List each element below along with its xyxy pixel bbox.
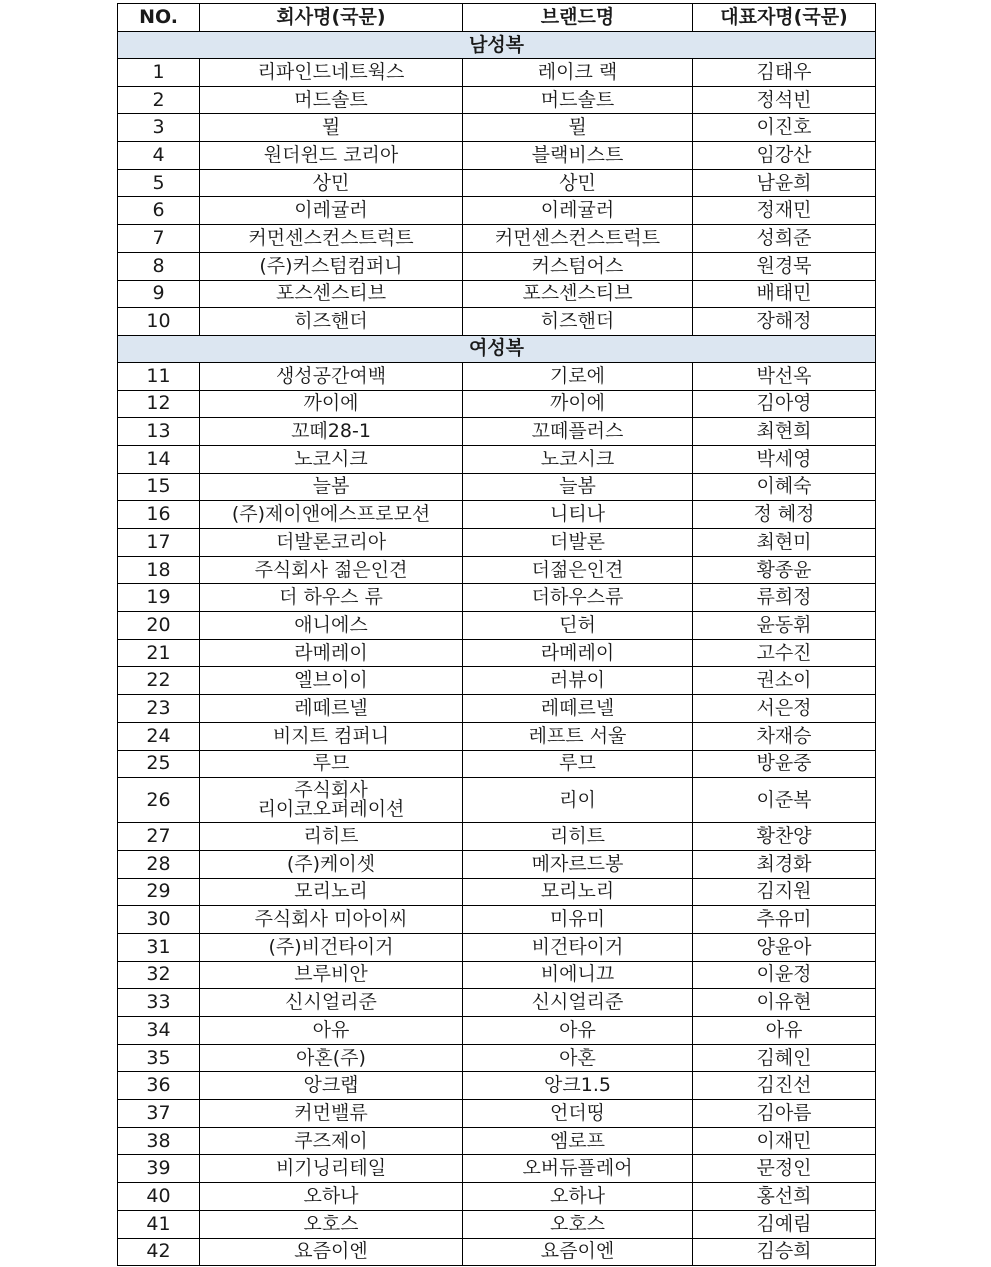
brand-name: 히즈핸더 — [463, 308, 693, 336]
company-name: 앙크랩 — [200, 1072, 463, 1100]
company-brand-table — [117, 3, 876, 1266]
ceo-name: 이혜숙 — [693, 473, 876, 501]
row-number: 4 — [118, 142, 200, 170]
brand-name: 리히트 — [463, 823, 693, 851]
table-row — [118, 142, 876, 170]
row-number: 2 — [118, 86, 200, 114]
company-name: (주)비건타이거 — [200, 933, 463, 961]
ceo-name: 최현미 — [693, 529, 876, 557]
row-number: 18 — [118, 556, 200, 584]
row-number: 38 — [118, 1127, 200, 1155]
company-name: 히즈핸더 — [200, 308, 463, 336]
table-row — [118, 225, 876, 253]
ceo-name: 이유현 — [693, 989, 876, 1017]
header-brand: 브랜드명 — [463, 4, 693, 32]
brand-name: 커먼센스컨스트럭트 — [463, 225, 693, 253]
row-number: 41 — [118, 1210, 200, 1238]
row-number: 36 — [118, 1072, 200, 1100]
brand-name: 아유 — [463, 1017, 693, 1045]
table-row — [118, 961, 876, 989]
company-name: 커먼밸류 — [200, 1100, 463, 1128]
table-row — [118, 169, 876, 197]
company-name: 늘봄 — [200, 473, 463, 501]
row-number: 40 — [118, 1183, 200, 1211]
header-company: 회사명(국문) — [200, 4, 463, 32]
table-row — [118, 59, 876, 87]
ceo-name: 류희정 — [693, 584, 876, 612]
ceo-name: 윤동휘 — [693, 612, 876, 640]
row-number: 22 — [118, 667, 200, 695]
table-row — [118, 722, 876, 750]
brand-name: 라메레이 — [463, 639, 693, 667]
ceo-name: 이준복 — [693, 778, 876, 823]
brand-name: 모리노리 — [463, 878, 693, 906]
ceo-name: 원경묵 — [693, 252, 876, 280]
company-name: 상민 — [200, 169, 463, 197]
ceo-name: 김아름 — [693, 1100, 876, 1128]
table-row — [118, 418, 876, 446]
table-row — [118, 778, 876, 823]
ceo-name: 김아영 — [693, 390, 876, 418]
row-number: 25 — [118, 750, 200, 778]
ceo-name: 차재승 — [693, 722, 876, 750]
brand-name: 미유미 — [463, 906, 693, 934]
company-name: (주)케이셋 — [200, 850, 463, 878]
row-number: 23 — [118, 695, 200, 723]
company-name: 머드솔트 — [200, 86, 463, 114]
table-row — [118, 390, 876, 418]
table-row — [118, 252, 876, 280]
table-row — [118, 1238, 876, 1266]
header-no: NO. — [118, 4, 200, 32]
row-number: 14 — [118, 445, 200, 473]
company-name: 꼬떼28-1 — [200, 418, 463, 446]
table-row — [118, 86, 876, 114]
row-number: 37 — [118, 1100, 200, 1128]
brand-name: 머드솔트 — [463, 86, 693, 114]
row-number: 12 — [118, 390, 200, 418]
company-name: (주)커스텀컴퍼니 — [200, 252, 463, 280]
ceo-name: 정석빈 — [693, 86, 876, 114]
row-number: 15 — [118, 473, 200, 501]
row-number: 6 — [118, 197, 200, 225]
company-name: 쿠즈제이 — [200, 1127, 463, 1155]
table-row — [118, 1210, 876, 1238]
ceo-name: 황종윤 — [693, 556, 876, 584]
header-ceo: 대표자명(국문) — [693, 4, 876, 32]
ceo-name: 양윤아 — [693, 933, 876, 961]
row-number: 42 — [118, 1238, 200, 1266]
company-name: 아유 — [200, 1017, 463, 1045]
table-row — [118, 933, 876, 961]
brand-name: 신시얼리준 — [463, 989, 693, 1017]
table-body — [118, 32, 876, 1266]
table-header — [118, 4, 876, 32]
row-number: 33 — [118, 989, 200, 1017]
company-name: 모리노리 — [200, 878, 463, 906]
brand-name: 노코시크 — [463, 445, 693, 473]
table-row — [118, 1017, 876, 1045]
ceo-name: 장해정 — [693, 308, 876, 336]
row-number: 26 — [118, 778, 200, 823]
row-number: 20 — [118, 612, 200, 640]
row-number: 24 — [118, 722, 200, 750]
table-row — [118, 906, 876, 934]
company-name: 리히트 — [200, 823, 463, 851]
row-number: 39 — [118, 1155, 200, 1183]
section-row — [118, 335, 876, 362]
brand-name: 레이크 랙 — [463, 59, 693, 87]
brand-name: 더젊은인견 — [463, 556, 693, 584]
company-name: 리파인드네트웍스 — [200, 59, 463, 87]
company-name: 브루비안 — [200, 961, 463, 989]
company-name: 루므 — [200, 750, 463, 778]
brand-name: 커스텀어스 — [463, 252, 693, 280]
table-row — [118, 1155, 876, 1183]
ceo-name: 김태우 — [693, 59, 876, 87]
ceo-name: 박세영 — [693, 445, 876, 473]
header-row — [118, 4, 876, 32]
brand-name: 비에니끄 — [463, 961, 693, 989]
row-number: 27 — [118, 823, 200, 851]
company-name: 까이에 — [200, 390, 463, 418]
company-name: 요즘이엔 — [200, 1238, 463, 1266]
section-title: 남성복 — [118, 32, 876, 59]
company-name: 원더윈드 코리아 — [200, 142, 463, 170]
brand-name: 오버듀플레어 — [463, 1155, 693, 1183]
row-number: 31 — [118, 933, 200, 961]
ceo-name: 홍선희 — [693, 1183, 876, 1211]
company-name-line: 리이코오퍼레이션 — [257, 798, 405, 821]
table-row — [118, 1183, 876, 1211]
row-number: 28 — [118, 850, 200, 878]
ceo-name: 추유미 — [693, 906, 876, 934]
ceo-name: 아유 — [693, 1017, 876, 1045]
brand-name: 리이 — [463, 778, 693, 823]
brand-name: 늘봄 — [463, 473, 693, 501]
brand-name: 앙크1.5 — [463, 1072, 693, 1100]
table-row — [118, 308, 876, 336]
brand-name: 꼬떼플러스 — [463, 418, 693, 446]
row-number: 16 — [118, 501, 200, 529]
brand-name: 더발론 — [463, 529, 693, 557]
row-number: 30 — [118, 906, 200, 934]
company-name: 노코시크 — [200, 445, 463, 473]
table-row — [118, 1072, 876, 1100]
company-name-line: 주식회사 — [294, 779, 368, 802]
company-name: 아혼(주) — [200, 1044, 463, 1072]
ceo-name: 이진호 — [693, 114, 876, 142]
brand-name: 레떼르넬 — [463, 695, 693, 723]
row-number: 10 — [118, 308, 200, 336]
brand-name: 엠로프 — [463, 1127, 693, 1155]
row-number: 9 — [118, 280, 200, 308]
company-name: 뮐 — [200, 114, 463, 142]
company-name: 레떼르넬 — [200, 695, 463, 723]
ceo-name: 김진선 — [693, 1072, 876, 1100]
ceo-name: 방윤중 — [693, 750, 876, 778]
company-name: 주식회사 젊은인견 — [200, 556, 463, 584]
ceo-name: 박선옥 — [693, 362, 876, 390]
brand-name: 블랙비스트 — [463, 142, 693, 170]
company-name: 엘브이이 — [200, 667, 463, 695]
brand-name: 메자르드봉 — [463, 850, 693, 878]
ceo-name: 문정인 — [693, 1155, 876, 1183]
ceo-name: 최현희 — [693, 418, 876, 446]
section-row — [118, 32, 876, 59]
company-name: 신시얼리준 — [200, 989, 463, 1017]
ceo-name: 남윤희 — [693, 169, 876, 197]
company-name: (주)제이앤에스프로모션 — [200, 501, 463, 529]
ceo-name: 김혜인 — [693, 1044, 876, 1072]
company-name: 이레귤러 — [200, 197, 463, 225]
brand-name: 아혼 — [463, 1044, 693, 1072]
table-row — [118, 612, 876, 640]
brand-name: 딘허 — [463, 612, 693, 640]
row-number: 3 — [118, 114, 200, 142]
table-row — [118, 695, 876, 723]
row-number: 11 — [118, 362, 200, 390]
company-name: 오호스 — [200, 1210, 463, 1238]
section-title: 여성복 — [118, 335, 876, 362]
brand-name: 뮐 — [463, 114, 693, 142]
brand-name: 상민 — [463, 169, 693, 197]
brand-name: 루므 — [463, 750, 693, 778]
table-row — [118, 989, 876, 1017]
ceo-name: 서은정 — [693, 695, 876, 723]
ceo-name: 최경화 — [693, 850, 876, 878]
table-row — [118, 362, 876, 390]
ceo-name: 황찬양 — [693, 823, 876, 851]
company-name: 생성공간여백 — [200, 362, 463, 390]
brand-name: 비건타이거 — [463, 933, 693, 961]
row-number: 32 — [118, 961, 200, 989]
company-name: 더발론코리아 — [200, 529, 463, 557]
row-number: 17 — [118, 529, 200, 557]
brand-name: 오호스 — [463, 1210, 693, 1238]
brand-name: 포스센스티브 — [463, 280, 693, 308]
row-number: 5 — [118, 169, 200, 197]
brand-name: 레프트 서울 — [463, 722, 693, 750]
row-number: 8 — [118, 252, 200, 280]
brand-name: 까이에 — [463, 390, 693, 418]
company-name: 더 하우스 류 — [200, 584, 463, 612]
row-number: 35 — [118, 1044, 200, 1072]
brand-name: 기로에 — [463, 362, 693, 390]
row-number: 13 — [118, 418, 200, 446]
brand-name: 언더띵 — [463, 1100, 693, 1128]
brand-name: 니티나 — [463, 501, 693, 529]
row-number: 1 — [118, 59, 200, 87]
brand-name: 이레귤러 — [463, 197, 693, 225]
company-name: 비기닝리테일 — [200, 1155, 463, 1183]
company-name: 오하나 — [200, 1183, 463, 1211]
ceo-name: 정재민 — [693, 197, 876, 225]
table-row — [118, 1044, 876, 1072]
company-name — [200, 778, 463, 823]
brand-name: 요즘이엔 — [463, 1238, 693, 1266]
ceo-name: 김지원 — [693, 878, 876, 906]
row-number: 7 — [118, 225, 200, 253]
company-name: 커먼센스컨스트럭트 — [200, 225, 463, 253]
ceo-name: 김예림 — [693, 1210, 876, 1238]
row-number: 19 — [118, 584, 200, 612]
row-number: 34 — [118, 1017, 200, 1045]
table-row — [118, 823, 876, 851]
table-row — [118, 501, 876, 529]
company-name: 주식회사 미아이씨 — [200, 906, 463, 934]
company-name: 비지트 컴퍼니 — [200, 722, 463, 750]
table-row — [118, 445, 876, 473]
company-name: 애니에스 — [200, 612, 463, 640]
table-row — [118, 639, 876, 667]
ceo-name: 이윤정 — [693, 961, 876, 989]
table-row — [118, 556, 876, 584]
table-row — [118, 473, 876, 501]
row-number: 21 — [118, 639, 200, 667]
ceo-name: 임강산 — [693, 142, 876, 170]
ceo-name: 이재민 — [693, 1127, 876, 1155]
ceo-name: 배태민 — [693, 280, 876, 308]
table-row — [118, 529, 876, 557]
table-row — [118, 850, 876, 878]
brand-name: 러뷰이 — [463, 667, 693, 695]
brand-name: 더하우스류 — [463, 584, 693, 612]
table-row — [118, 197, 876, 225]
company-name: 포스센스티브 — [200, 280, 463, 308]
row-number: 29 — [118, 878, 200, 906]
table-row — [118, 114, 876, 142]
ceo-name: 고수진 — [693, 639, 876, 667]
ceo-name: 권소이 — [693, 667, 876, 695]
table-row — [118, 1127, 876, 1155]
table-row — [118, 1100, 876, 1128]
table-row — [118, 584, 876, 612]
table-row — [118, 667, 876, 695]
ceo-name: 성희준 — [693, 225, 876, 253]
ceo-name: 정 혜정 — [693, 501, 876, 529]
table-row — [118, 280, 876, 308]
brand-name: 오하나 — [463, 1183, 693, 1211]
company-name: 라메레이 — [200, 639, 463, 667]
table-row — [118, 878, 876, 906]
table-row — [118, 750, 876, 778]
ceo-name: 김승희 — [693, 1238, 876, 1266]
